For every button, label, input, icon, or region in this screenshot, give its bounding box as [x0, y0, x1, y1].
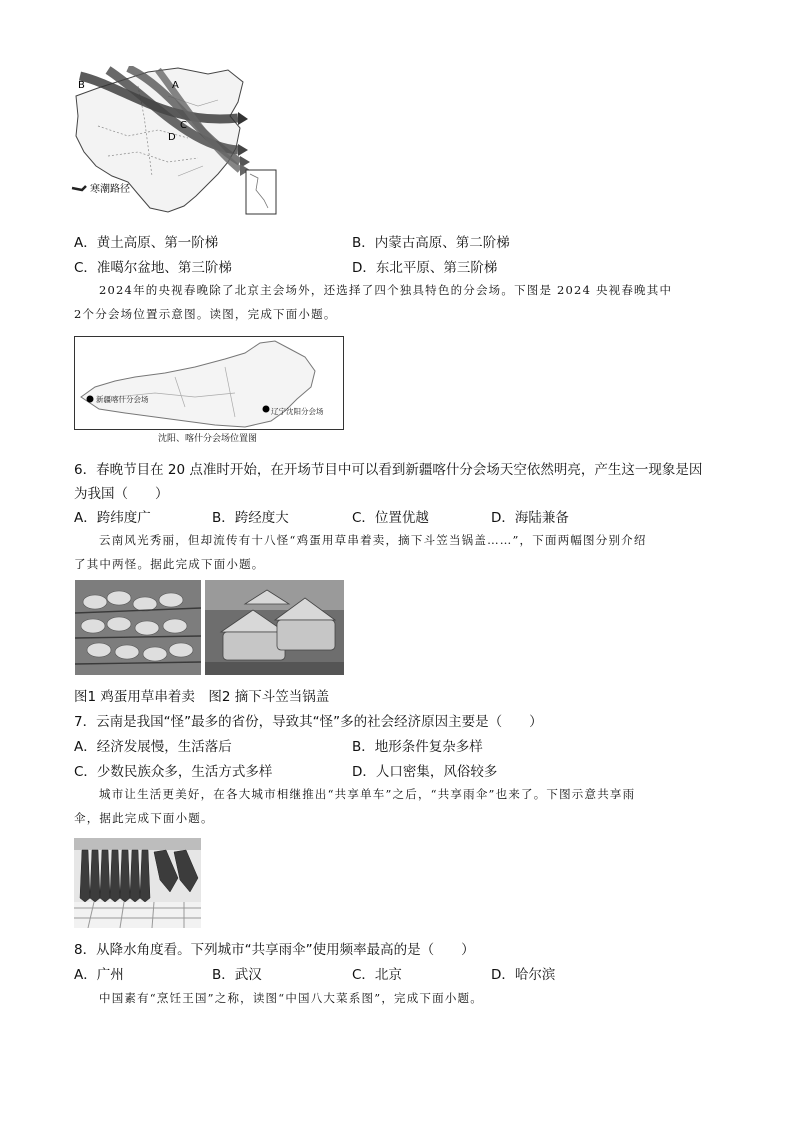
cuisine-intro: 中国素有“烹饪王国”之称，读图“中国八大菜系图”，完成下面小题。: [99, 991, 483, 1005]
q7-stem: 7．云南是我国“怪”最多的省份，导致其“怪”多的社会经济原因主要是（ ）: [74, 714, 543, 730]
q8-option-d: D．哈尔滨: [491, 967, 556, 983]
q6-stem-line2: 为我国（ ）: [74, 486, 169, 502]
shenyang-label: 辽宁沈阳分会场: [271, 407, 324, 416]
q5-option-a: A．黄土高原、第一阶梯: [74, 235, 219, 251]
map1-label-d: D: [168, 132, 176, 143]
q7-option-b: B．地形条件复杂多样: [352, 739, 483, 755]
q7-option-a: A．经济发展慢，生活落后: [74, 739, 232, 755]
photo-caption: 图1 鸡蛋用草串着卖 图2 摘下斗笠当锅盖: [74, 689, 330, 705]
q5-option-b: B．内蒙古高原、第二阶梯: [352, 235, 510, 251]
q6-stem-line1: 6．春晚节目在 20 点准时开始，在开场节目中可以看到新疆喀什分会场天空依然明亮，产生这一现象是因: [74, 462, 703, 478]
kashgar-marker: [87, 396, 94, 403]
umbrella-photo: [74, 838, 201, 928]
q8-option-b: B．武汉: [212, 967, 262, 983]
q7-option-c: C．少数民族众多，生活方式多样: [74, 764, 273, 780]
umbrella-intro-line1: 城市让生活更美好，在各大城市相继推出“共享单车”之后，“共享雨伞”也来了。下图示意共享雨: [99, 787, 636, 801]
q6-option-b: B．跨经度大: [212, 510, 289, 526]
yunnan-intro-line2: 了其中两怪。据此完成下面小题。: [74, 557, 265, 571]
gala-intro-line1: 2024年的央视春晚除了北京主会场外，还选择了四个独具特色的分会场。下图是 2024 央视春晚其中: [99, 283, 673, 297]
map1-legend: 寒潮路径: [90, 184, 130, 195]
yunnan-intro-line1: 云南风光秀丽，但却流传有十八怪“鸡蛋用草串着卖，摘下斗笠当锅盖……”，下面两幅图分别介绍: [99, 533, 647, 547]
q5-option-d: D．东北平原、第三阶梯: [352, 260, 498, 276]
q6-option-a: A．跨纬度广: [74, 510, 151, 526]
map1-label-a: A: [172, 80, 179, 91]
map1-label-b: B: [78, 80, 85, 91]
q8-stem: 8．从降水角度看。下列城市“共享雨伞”使用频率最高的是（ ）: [74, 942, 475, 958]
q8-option-c: C．北京: [352, 967, 402, 983]
q8-option-a: A．广州: [74, 967, 124, 983]
cold-wave-map: [68, 66, 283, 218]
venue-map-caption: 沈阳、喀什分会场位置图: [158, 434, 258, 444]
kashgar-label: 新疆喀什分会场: [96, 395, 149, 404]
umbrella-intro-line2: 伞，据此完成下面小题。: [74, 811, 214, 825]
hat-lid-photo: [205, 580, 344, 675]
q7-option-d: D．人口密集，风俗较多: [352, 764, 498, 780]
q5-option-c: C．准噶尔盆地、第三阶梯: [74, 260, 232, 276]
q6-option-c: C．位置优越: [352, 510, 429, 526]
venue-map: [74, 336, 344, 430]
q6-option-d: D．海陆兼备: [491, 510, 569, 526]
shenyang-marker: [263, 406, 270, 413]
map1-label-c: C: [180, 120, 187, 131]
egg-photo: [75, 580, 201, 675]
gala-intro-line2: 2个分会场位置示意图。读图，完成下面小题。: [74, 307, 337, 321]
